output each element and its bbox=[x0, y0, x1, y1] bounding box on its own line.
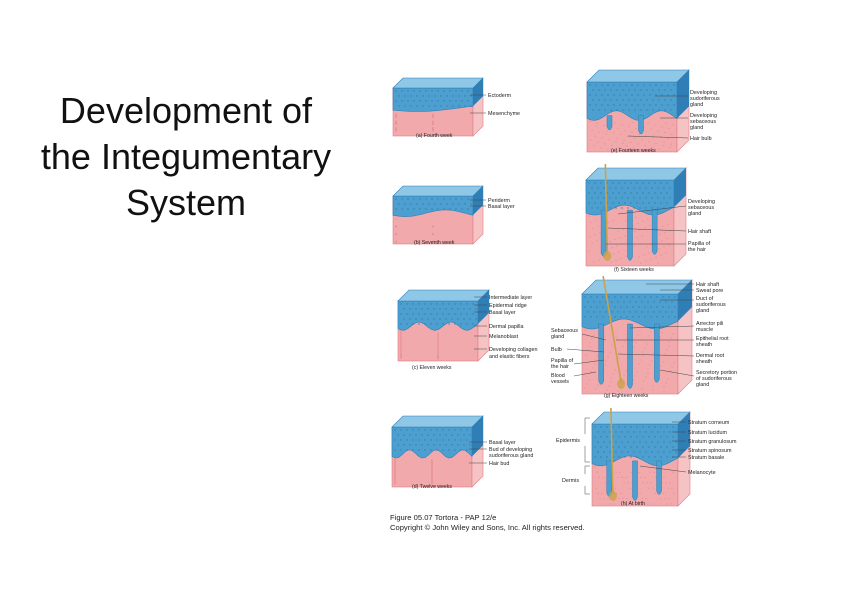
panel-b-block bbox=[393, 186, 483, 244]
label-periderm: Periderm bbox=[488, 198, 510, 204]
label-intermediate-layer: Intermediate layer bbox=[489, 295, 533, 301]
label-dermal-root: Dermal root bbox=[696, 353, 725, 359]
label-secretory-portion: Secretory portion bbox=[696, 370, 738, 376]
label-developing-e1: Developing bbox=[690, 90, 717, 96]
label-basal-layer-d: Basal layer bbox=[489, 440, 516, 446]
label-muscle: muscle bbox=[696, 327, 714, 333]
label-vessels: vessels bbox=[551, 379, 569, 385]
label-bud-developing: Bud of developing bbox=[489, 447, 533, 453]
label-epithelial-root: Epithelial root bbox=[696, 336, 729, 342]
panel-h bbox=[556, 408, 737, 507]
panel-f bbox=[586, 164, 715, 273]
label-sweat-pore: Sweat pore bbox=[696, 288, 724, 294]
slide-title-line-3: System bbox=[125, 182, 247, 223]
label-elastic-fibers: and elastic fibers bbox=[489, 354, 530, 360]
label-gland-g3: gland bbox=[551, 334, 565, 340]
label-stratum-basale: Stratum basale bbox=[688, 455, 725, 461]
caption-h: (h) At birth bbox=[621, 501, 645, 507]
label-epidermis: Epidermis bbox=[556, 438, 580, 444]
caption-f: (f) Sixteen weeks bbox=[614, 267, 654, 273]
label-of-sudoriferous: of sudoriferous bbox=[696, 376, 732, 382]
label-basal-layer-c: Basal layer bbox=[489, 310, 516, 316]
label-mesenchyme: Mesenchyme bbox=[488, 111, 521, 117]
label-developing-collagen: Developing collagen bbox=[489, 347, 538, 353]
figure-credit-line-2: Copyright © John Wiley and Sons, Inc. All rights reserved. bbox=[390, 523, 585, 532]
label-sebaceous-g: Sebaceous bbox=[551, 328, 578, 334]
panel-e bbox=[587, 70, 720, 154]
label-stratum-spinosum: Stratum spinosum bbox=[688, 448, 732, 454]
label-dermal-papilla: Dermal papilla bbox=[489, 324, 524, 330]
label-stratum-lucidum: Stratum lucidum bbox=[688, 430, 727, 436]
label-blood: Blood bbox=[551, 373, 565, 379]
label-melanocyte: Melanocyte bbox=[688, 470, 716, 476]
label-hair-shaft-f: Hair shaft bbox=[688, 229, 712, 235]
panel-d bbox=[392, 416, 533, 490]
label-hair-bud: Hair bud bbox=[489, 461, 510, 467]
label-duct-of: Duct of bbox=[696, 296, 714, 302]
label-sebaceous-f: sebaceous bbox=[688, 205, 715, 211]
label-hair-bulb: Hair bulb bbox=[690, 136, 712, 142]
caption-e: (e) Fourteen weeks bbox=[611, 148, 656, 154]
slide-title-line-1: Development of bbox=[59, 90, 313, 131]
label-stratum-corneum: Stratum corneum bbox=[688, 420, 730, 426]
label-sheath-2: sheath bbox=[696, 359, 713, 365]
label-developing-e2: Developing bbox=[690, 113, 717, 119]
panel-f-block bbox=[586, 164, 686, 266]
caption-a: (a) Fourth week bbox=[416, 133, 453, 139]
label-basal-layer-b: Basal layer bbox=[488, 204, 515, 210]
label-epidermal-ridge: Epidermal ridge bbox=[489, 303, 527, 309]
label-developing-f: Developing bbox=[688, 199, 715, 205]
label-dermis: Dermis bbox=[562, 478, 580, 484]
caption-g: (g) Eighteen weeks bbox=[604, 393, 649, 399]
figure-credit-line-1: Figure 05.07 Tortora - PAP 12/e bbox=[390, 513, 497, 522]
label-hair-shaft-g: Hair shaft bbox=[696, 282, 720, 288]
caption-b: (b) Seventh week bbox=[414, 240, 455, 246]
label-sebaceous-e: sebaceous bbox=[690, 119, 717, 125]
label-gland-g1: gland bbox=[696, 308, 710, 314]
label-papilla-g2: the hair bbox=[551, 364, 569, 370]
label-ectoderm: Ectoderm bbox=[488, 93, 512, 99]
panel-a bbox=[393, 78, 520, 139]
label-sudoriferous-g1: sudoriferous bbox=[696, 302, 726, 308]
label-bulb: Bulb bbox=[551, 347, 562, 353]
panel-g-block bbox=[582, 276, 692, 394]
label-melanoblast: Melanoblast bbox=[489, 334, 519, 340]
label-gland-e1: gland bbox=[690, 102, 704, 108]
panel-e-block bbox=[587, 70, 689, 152]
label-papilla-g1: Papilla of bbox=[551, 358, 574, 364]
slide-title-line-2: the Integumentary bbox=[40, 136, 332, 177]
panel-c bbox=[398, 290, 538, 371]
label-papilla-f2: the hair bbox=[688, 247, 706, 253]
label-gland-e2: gland bbox=[690, 125, 704, 131]
label-gland-g2: gland bbox=[696, 382, 710, 388]
panel-a-block bbox=[393, 78, 483, 136]
label-gland-f: gland bbox=[688, 211, 702, 217]
label-sudoriferous-gland-d: sudoriferous gland bbox=[489, 453, 534, 459]
panel-b bbox=[393, 186, 515, 246]
label-sheath-1: sheath bbox=[696, 342, 713, 348]
label-sudoriferous-e: sudoriferous bbox=[690, 96, 720, 102]
panel-d-block bbox=[392, 416, 483, 487]
label-arrector-pili: Arrector pili bbox=[696, 321, 724, 327]
panel-g bbox=[551, 276, 737, 399]
caption-c: (c) Eleven weeks bbox=[412, 365, 452, 371]
panel-c-block bbox=[398, 290, 489, 361]
label-papilla-f1: Papilla of bbox=[688, 241, 711, 247]
label-stratum-granulosum: Stratum granulosum bbox=[688, 439, 737, 445]
caption-d: (d) Twelve weeks bbox=[412, 484, 452, 490]
